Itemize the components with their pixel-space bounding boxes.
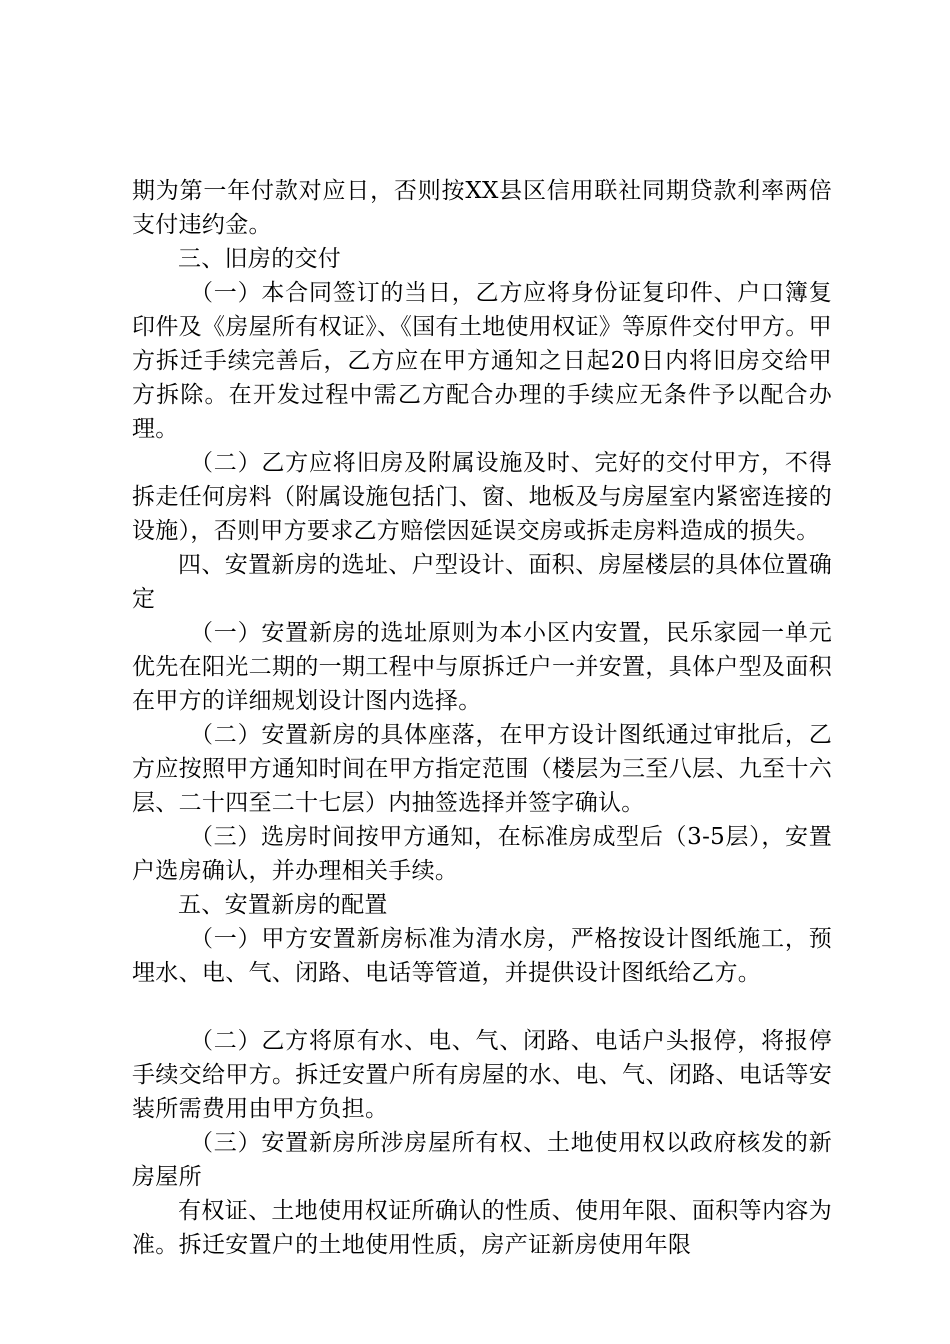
paragraph-5-3: （三）安置新房所涉房屋所有权、土地使用权以政府核发的新房屋所 [132, 1130, 832, 1190]
paragraph-3-1: （一）本合同签订的当日，乙方应将身份证复印件、户口簿复印件及《房屋所有权证》、《国有土地使用权证》等原件交付甲方。甲方拆迁手续完善后，乙方应在甲方通知之日起20日内将旧房交给甲方拆除。在开发过程中需乙方配合办理的手续应无条件予以配合办理。 [132, 280, 832, 442]
paragraph-5-2: （二）乙方将原有水、电、气、闭路、电话户头报停，将报停手续交给甲方。拆迁安置户所有房屋的水、电、气、闭路、电话等安装所需费用由甲方负担。 [132, 1028, 832, 1122]
paragraph-3-2: （二）乙方应将旧房及附属设施及时、完好的交付甲方，不得拆走任何房料（附属设施包括门、窗、地板及与房屋室内紧密连接的设施），否则甲方要求乙方赔偿因延误交房或拆走房料造成的损失。 [132, 450, 832, 544]
document-body [132, 174, 832, 1262]
section-heading-4: 四、安置新房的选址、户型设计、面积、房屋楼层的具体位置确定 [132, 552, 832, 612]
paragraph-continuation: 期为第一年付款对应日，否则按XX县区信用联社同期贷款利率两倍支付违约金。 [132, 178, 832, 238]
paragraph-4-1: （一）安置新房的选址原则为本小区内安置，民乐家园一单元优先在阳光二期的一期工程中与原拆迁户一并安置，具体户型及面积在甲方的详细规划设计图内选择。 [132, 620, 832, 714]
section-heading-5: 五、安置新房的配置 [178, 892, 388, 918]
paragraph-5-1: （一）甲方安置新房标准为清水房，严格按设计图纸施工，预埋水、电、气、闭路、电话等管道，并提供设计图纸给乙方。 [132, 926, 832, 986]
blank-line [132, 990, 832, 1024]
paragraph-4-3: （三）选房时间按甲方通知，在标准房成型后（3-5层），安置户选房确认，并办理相关手续。 [132, 824, 832, 884]
section-heading-3: 三、旧房的交付 [178, 246, 342, 272]
paragraph-5-3-continued: 有权证、土地使用权证所确认的性质、使用年限、面积等内容为准。拆迁安置户的土地使用性质，房产证新房使用年限 [132, 1198, 832, 1258]
paragraph-4-2: （二）安置新房的具体座落，在甲方设计图纸通过审批后，乙方应按照甲方通知时间在甲方指定范围（楼层为三至八层、九至十六层、二十四至二十七层）内抽签选择并签字确认。 [132, 722, 832, 816]
